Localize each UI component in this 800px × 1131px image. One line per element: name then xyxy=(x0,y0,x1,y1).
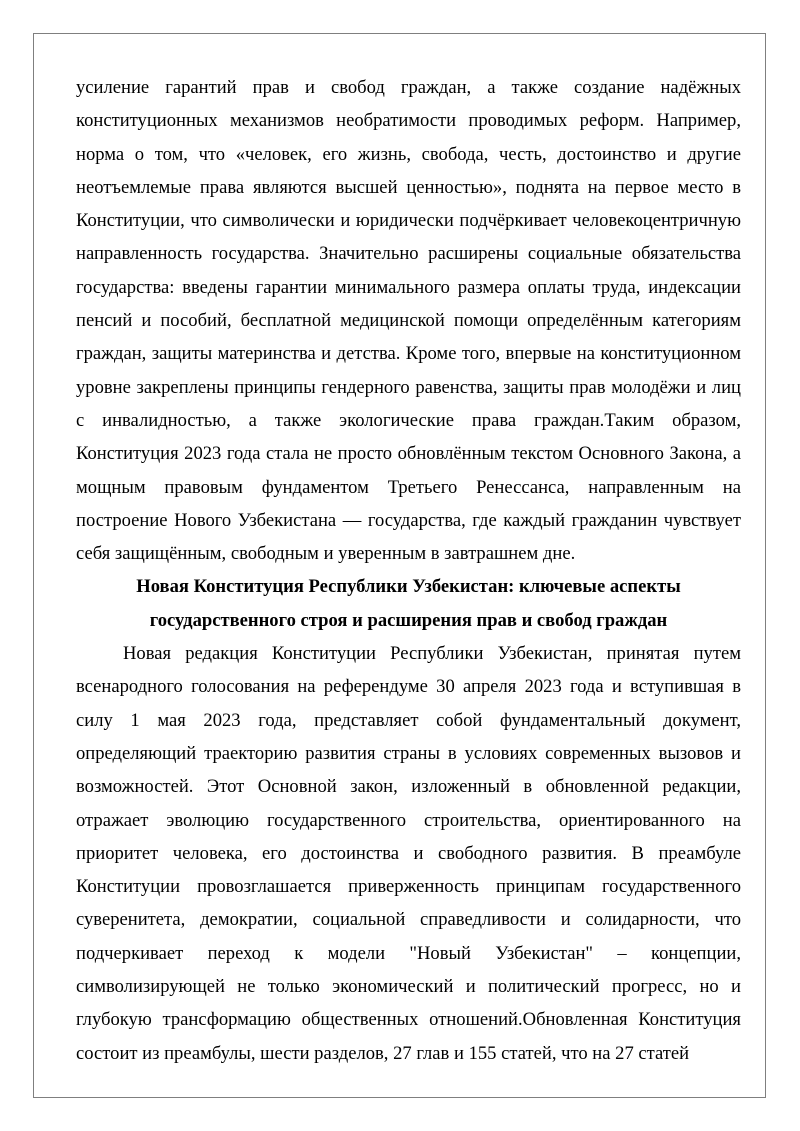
section-heading: Новая Конституция Республики Узбекистан: ключевые аспекты государственного строя и расширения прав и свобод граждан xyxy=(136,576,681,631)
paragraph-continuation: усиление гарантий прав и свобод граждан, а также создание надёжных конституционных механизмов необратимости проводимых реформ. Например, норма о том, что «человек, его жизнь, свобода, честь, достоинство и другие неотъемлемые права являются высшей ценностью», поднята на первое место в Конституции, что символически и юридически подчёркивает человекоцентричную направленность государства. Значительно расширены социальные обязательства государства: введены гарантии минимального размера оплаты труда, индексации пенсий и пособий, бесплатной медицинской помощи определённым категориям граждан, защиты материнства и детства. Кроме того, впервые на конституционном уровне закреплены принципы гендерного равенства, защиты прав молодёжи и лиц с инвалидностью, а также экологические права граждан.Таким образом, Конституция 2023 года стала не просто обновлённым текстом Основного Закона, а мощным правовым фундаментом Третьего Ренессанса, направленным на построение Нового Узбекистана — государства, где каждый гражданин чувствует себя защищённым, свободным и уверенным в завтрашнем дне. xyxy=(76,77,741,565)
paragraph-new-constitution: Новая редакция Конституции Республики Узбекистан, принятая путем всенародного голосования на референдуме 30 апреля 2023 года и вступившая в силу 1 мая 2023 года, представляет собой фундаментальный документ, определяющий траекторию развития страны в условиях современных вызовов и возможностей. Этот Основной закон, изложенный в обновленной редакции, отражает эволюцию государственного строительства, ориентированного на приоритет человека, его достоинства и свободного развития. В преамбуле Конституции провозглашается приверженность принципам государственного суверенитета, демократии, социальной справедливости и солидарности, что подчеркивает переход к модели "Новый Узбекистан" – концепции, символизирующей не только экономический и политический прогресс, но и глубокую трансформацию общественных отношений.Обновленная Конституция состоит из преамбулы, шести разделов, 27 глав и 155 статей, что на 27 статей xyxy=(76,643,741,1064)
document-body xyxy=(76,71,741,1070)
